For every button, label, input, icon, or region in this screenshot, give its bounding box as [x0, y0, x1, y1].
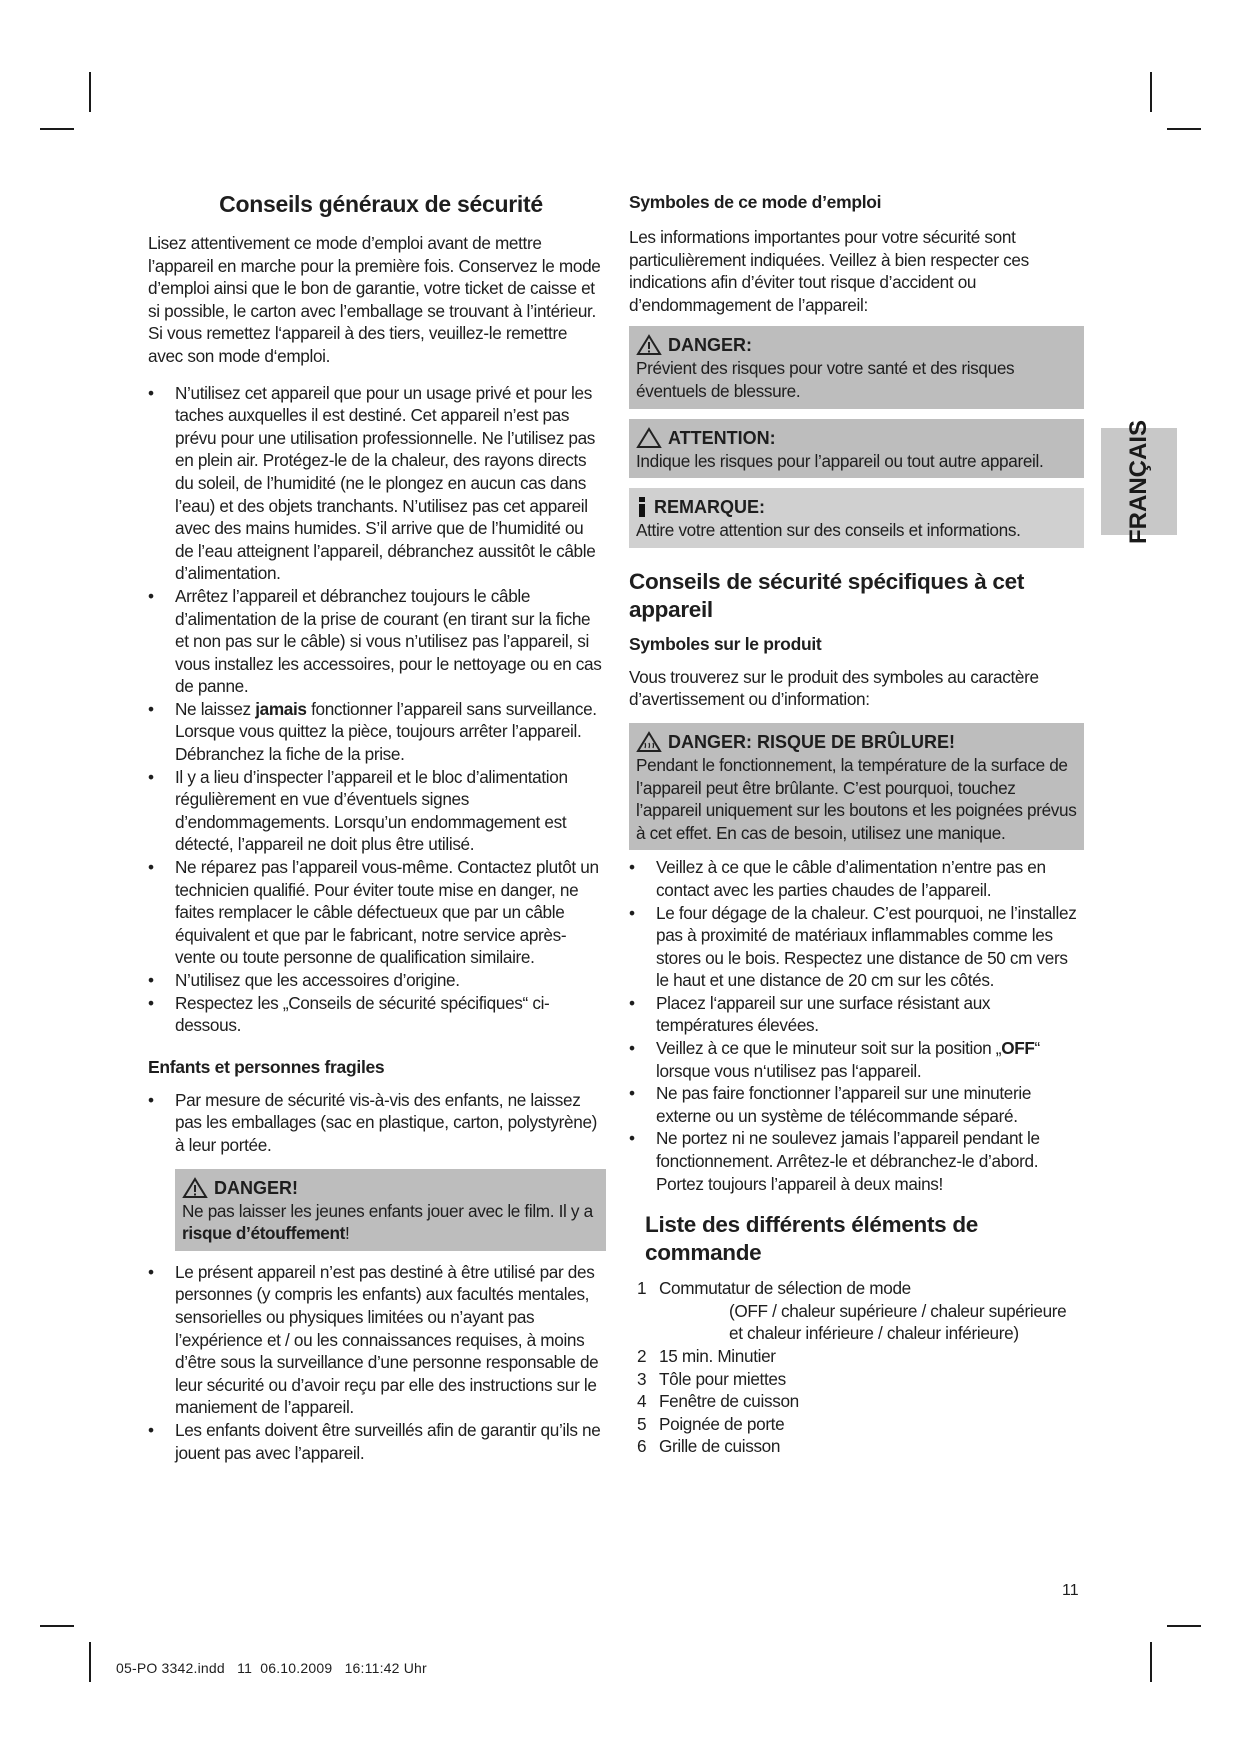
danger-symbol-box	[629, 326, 1084, 408]
list-item: • Placez l‘appareil sur une surface résistant aux températures élevées.	[629, 992, 991, 1036]
list-item: • Les enfants doivent être surveillés afin de garantir qu’ils ne jouent pas avec l’appareil.	[148, 1419, 601, 1463]
list-item: • Ne portez ni ne soulevez jamais l’appareil pendant le fonctionnement. Arrêtez-le et débranchez-le d’abord. Portez toujours l’appareil à deux mains!	[629, 1128, 1040, 1194]
right-column	[629, 190, 1084, 1458]
list-item: • Ne réparez pas l’appareil vous-même. Contactez plutôt un technicien qualifié. Pour éviter toute mise en danger, ne faites remplacer le câble défectueux que par un câble équivalent et que par le fabricant, notre service après-vente ou toute personne de qualification similaire.	[148, 857, 599, 968]
children-list	[148, 1089, 606, 1157]
info-icon	[636, 496, 648, 518]
control-item: 4 Fenêtre de cuisson	[637, 1391, 799, 1412]
attention-label: ATTENTION:	[668, 427, 776, 448]
specific-safety-title: Conseils de sécurité spécifiques à cet appareil	[629, 568, 1025, 622]
general-safety-title: Conseils généraux de sécurité	[219, 191, 543, 217]
symbols-intro: Les informations importantes pour votre sécurité sont particulièrement indiquées. Veillez à bien respecter ces indications afin d’éviter tout risque d’accident ou d’endommagement de l’appareil:	[629, 227, 1029, 315]
danger-box-text: Ne pas laisser les jeunes enfants jouer avec le film. Il y a risque d’étouffement!	[182, 1200, 593, 1244]
list-item: • N’utilisez cet appareil que pour un usage privé et pour les taches auxquelles il est destiné. Cet appareil n’est pas prévu pour une utilisation professionnelle. Ne l’utilisez pas en plein air. Protégez-le de la chaleur, des rayons directs du soleil, de l’humidité (ne le plongez en aucun cas dans l’eau) et des objets tranchants. N’utilisez pas cet appareil avec des mains humides. S’il arrive que de l’humidité ou de l’eau atteignent l’appareil, débranchez aussitôt le câble d’alimentation.	[148, 382, 596, 584]
remarque-label: REMARQUE:	[654, 497, 765, 518]
remarque-symbol-box	[629, 488, 1084, 548]
product-symbols-text: Vous trouverez sur le produit des symboles au caractère d’avertissement ou d’information:	[629, 666, 1039, 710]
crop-mark	[89, 1642, 91, 1682]
left-column	[148, 190, 606, 1464]
warning-triangle-icon	[182, 1177, 208, 1199]
burn-danger-label: DANGER: RISQUE DE BRÛLURE!	[668, 731, 956, 752]
burn-danger-text: Pendant le fonctionnement, la température de la surface de l’appareil peut être brûlante. C’est pourquoi, touchez l’appareil uniquement sur les boutons et les poignées prévus à cet effet. En cas de besoin, utilisez une manique.	[636, 754, 1077, 843]
control-item: 3 Tôle pour miettes	[637, 1368, 786, 1389]
list-item: • Veillez à ce que le câble d’alimentation n’entre pas en contact avec les parties chaudes de l’appareil.	[629, 857, 1046, 900]
danger-box-title: DANGER!	[182, 1176, 599, 1200]
list-item: • Le four dégage de la chaleur. C’est pourquoi, ne l’installez pas à proximité de matériaux inflammables comme les stores ou le bois. Respectez une distance de 50 cm vers le haut et une distance de 20 cm sur les côtés.	[629, 902, 1077, 991]
print-footer: 05-PO 3342.indd 11 06.10.2009 16:11:42 Uhr	[116, 1660, 427, 1676]
control-item: 5 Poignée de porte	[637, 1413, 785, 1434]
attention-symbol-box	[629, 419, 1084, 479]
controls-list	[629, 1277, 1084, 1458]
danger-label: DANGER:	[668, 335, 752, 356]
crop-mark	[40, 128, 74, 130]
list-item: • Il y a lieu d’inspecter l’appareil et le bloc d’alimentation régulièrement en vue d’éventuels signes d’endommagements. Lorsqu’un endommagement est détecté, l’appareil ne doit plus être utilisé.	[148, 766, 568, 855]
list-item: • Veillez à ce que le minuteur soit sur la position „OFF“ lorsque vous n‘utilisez pas l‘appareil.	[629, 1038, 1040, 1081]
control-item: 1 Commutatur de sélection de mode	[637, 1278, 911, 1299]
crop-mark	[40, 1625, 74, 1627]
list-item: • N’utilisez que les accessoires d’origine.	[148, 970, 460, 990]
specific-safety-list	[629, 856, 1084, 1195]
attention-description: Indique les risques pour l’appareil ou tout autre appareil.	[636, 450, 1044, 471]
controls-list-title: Liste des différents éléments de commande	[645, 1212, 979, 1266]
warning-triangle-icon	[636, 334, 662, 356]
attention-triangle-icon	[636, 427, 662, 449]
list-item: • Respectez les „Conseils de sécurité spécifiques“ ci-dessous.	[148, 992, 550, 1036]
symbols-section-title: Symboles de ce mode d’emploi	[629, 192, 882, 212]
control-item: 2 15 min. Minutier	[637, 1346, 776, 1366]
safety-list	[148, 382, 606, 1037]
language-tab	[1101, 419, 1177, 544]
crop-mark	[89, 72, 91, 112]
crop-mark	[1167, 1625, 1201, 1627]
intro-paragraph: Lisez attentivement ce mode d’emploi avant de mettre l’appareil en marche pour la première fois. Conservez le mode d’emploi ainsi que le bon de garantie, votre ticket de caisse et si possible, le carton avec l’emballage se trouvant à l’intérieur. Si vous remettez l‘appareil à des tiers, veuillez-le remettre avec son mode d‘emploi.	[148, 233, 601, 366]
hot-surface-icon	[636, 731, 662, 753]
crop-mark	[1150, 72, 1152, 112]
crop-mark	[1150, 1642, 1152, 1682]
control-item-detail: (OFF / chaleur supérieure / chaleur supérieure et chaleur inférieure / chaleur inférieure)	[729, 1300, 1067, 1344]
children-section-title: Enfants et personnes fragiles	[148, 1056, 385, 1077]
danger-box	[175, 1169, 606, 1251]
crop-mark	[1167, 128, 1201, 130]
remarque-description: Attire votre attention sur des conseils et informations.	[636, 520, 1021, 541]
product-symbols-title: Symboles sur le produit	[629, 633, 822, 654]
children-list-continued	[148, 1261, 606, 1464]
list-item: • Par mesure de sécurité vis-à-vis des enfants, ne laissez pas les emballages (sac en plastique, carton, polystyrène) à leur portée.	[148, 1089, 598, 1155]
list-item: • Ne laissez jamais fonctionner l’appareil sans surveillance. Lorsque vous quittez la pièce, toujours arrêter l’appareil. Débranchez la fiche de la prise.	[148, 698, 597, 765]
control-item: 6 Grille de cuisson	[637, 1436, 781, 1457]
page-number: 11	[1062, 1582, 1079, 1599]
burn-danger-box	[629, 723, 1084, 850]
list-item: • Arrêtez l’appareil et débranchez toujours le câble d’alimentation de la prise de courant (en tirant sur la fiche et non pas sur le câble) si vous n’utilisez pas l’appareil, si vous installez les accessoires, pour le nettoyage ou en cas de panne.	[148, 585, 602, 697]
danger-description: Prévient des risques pour votre santé et des risques éventuels de blessure.	[636, 358, 1015, 401]
list-item: • Le présent appareil n’est pas destiné à être utilisé par des personnes (y compris les enfants) aux facultés mentales, sensorielles ou physiques limitées ou n’ayant pas l’expérience et / ou les connaissances requises, à moins d’être sous la surveillance d’une personne responsable de leur sécurité ou d’avoir reçu par elle des instructions sur le maniement de l’appareil.	[148, 1261, 599, 1418]
list-item: • Ne pas faire fonctionner l’appareil sur une minuterie externe ou un système de télécommande séparé.	[629, 1083, 1032, 1126]
language-label: FRANÇAIS	[1125, 419, 1152, 544]
